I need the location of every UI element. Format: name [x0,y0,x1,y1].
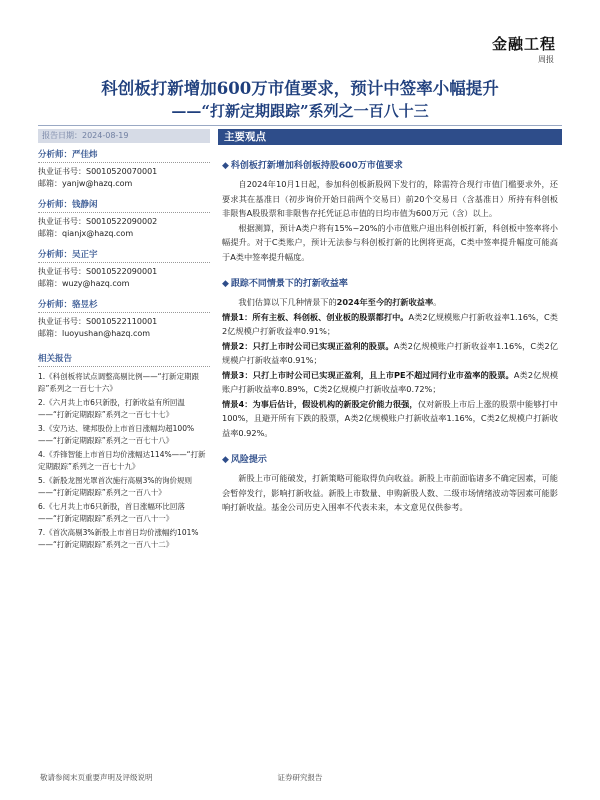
scenario-body: A类2亿规模账户打新收益率0.89%，C类2亿规模户打新收益率0.72%； [222,369,559,394]
bullet-icon: ◆ [222,279,229,289]
bullet-icon: ◆ [222,161,229,171]
scenario-item [222,397,558,441]
paragraph: 自2024年10月1日起，参加科创板新股网下发行的，除需符合现行市值门槛要求外，还要求其在基准日（初步询价开始日前两个交易日）前20个交易日（含基准日）所持有科创板非限售A股股票和非限售存托凭证总市值的日均市值为600万元（含）以上。 [222,179,558,218]
scenario-body: 仅对新股上市后上涨的股票中能够打中100%，且避开所有下跌的股票，A类2亿规模账户打新收益率1.16%，C类2亿规模户打新收益率0.92%。 [222,398,558,438]
footer-label: 证券研究报告 [277,773,323,782]
report-subtitle: ——“打新定期跟踪”系列之一百八十三 [171,102,429,120]
paragraph: 根据测算，预计A类户将有15%~20%的小市值账户退出科创板打新，科创板中签率将小幅提升。对于C类账户，预计无法参与科创板打新的比例将更高，C类中签率提升幅度可能高于A类中签率提升幅度。 [222,222,558,262]
scenario-item [222,339,558,368]
scenario-body: A类2亿规模账户打新收益率1.16%，C类2亿规模户打新收益率0.91%； [222,340,558,365]
related-report-item[interactable]: 2.《六月共上市6只新股，打新收益有所回温——“打新定期跟踪”系列之一百七十七》 [38,398,185,419]
subsection-heading [222,276,558,289]
subsection-heading [222,452,558,465]
analyst-name: 分析师：钱静闲 [38,198,210,213]
related-report-item[interactable]: 4.《乔锋智能上市首日均价涨幅达114%——“打新定期跟踪”系列之一百七十九》 [38,450,206,471]
footer-disclaimer: 敬请参阅末页重要声明及评级说明 [40,773,153,782]
report-date: 报告日期：2024-08-19 [38,129,210,143]
analyst-name: 分析师：严佳炜 [38,148,210,163]
analyst-cert: 执业证书号：S0010520070001 [38,167,158,176]
brand-title: 金融工程 [491,35,556,53]
scenario-head: 情景1：所有主板、科创板、创业板的股票都打中。 [222,311,409,322]
subsection-title: 跟踪不同情景下的打新收益率 [230,279,348,289]
scenario-item [222,368,558,397]
related-report-item[interactable]: 5.《新股龙图光罩首次施行高剔3%的询价规则——“打新定期跟踪”系列之一百八十》 [38,476,193,497]
intro-emphasis: 2024年至今的打新收益率 [336,297,434,307]
related-report-item[interactable]: 3.《安乃达、键邦股份上市首日涨幅均超100%——“打新定期跟踪”系列之一百七十八》 [38,424,195,445]
paragraph [222,295,558,310]
analyst-cert: 执业证书号：S0010522090002 [38,217,158,226]
related-reports-list [38,371,210,550]
report-title: 科创板打新增加600万市值要求，预计中签率小幅提升 [101,79,499,98]
section-title: 主要观点 [218,129,562,145]
subsection-title: 科创板打新增加科创板持股600万市值要求 [230,161,403,171]
report-type: 周报 [538,55,554,64]
analyst-card [38,198,210,240]
intro-text: 我们估算以下几种情景下的 [238,297,337,307]
analyst-email[interactable]: 邮箱：qianjx@hazq.com [38,229,134,238]
scenario-head: 情景2：只打上市时公司已实现正盈利的股票。 [222,340,394,351]
related-report-item[interactable]: 6.《七月共上市6只新股，首日涨幅环比回落——“打新定期跟踪”系列之一百八十一》 [38,502,185,523]
analyst-card [38,148,210,190]
analyst-email[interactable]: 邮箱：wuzy@hazq.com [38,279,130,288]
analyst-name: 分析师：骆昱杉 [38,298,210,313]
related-reports-title: 相关报告 [38,352,210,367]
subsection-heading [222,158,558,171]
scenario-body: A类2亿规模账户打新收益率1.16%，C类2亿规模户打新收益率0.91%； [222,311,558,336]
scenario-head: 情景4：为事后估计，假设机构的新股定价能力很强， [222,398,418,409]
scenario-head: 情景3：只打上市时公司已实现正盈利，且上市PE不超过同行业市盈率的股票。 [222,369,514,380]
intro-end: 。 [433,297,442,307]
subsection-title: 风险提示 [230,455,267,465]
analyst-cert: 执业证书号：S0010522090001 [38,267,158,276]
analyst-cert: 执业证书号：S0010522110001 [38,317,158,326]
bullet-icon: ◆ [222,455,229,465]
related-report-item[interactable]: 1.《科创板将试点调整高剔比例——“打新定期跟踪”系列之一百七十六》 [38,372,200,393]
analyst-card [38,248,210,290]
analyst-card [38,298,210,340]
sidebar [38,148,210,553]
main-content [222,152,558,515]
scenario-item [222,310,558,339]
related-report-item[interactable]: 7.《首次高剔3%新股上市首日均价涨幅约101%——“打新定期跟踪”系列之一百八十二》 [38,528,199,549]
analyst-name: 分析师：吴正宇 [38,248,210,263]
title-divider [38,125,562,126]
analyst-email[interactable]: 邮箱：luoyushan@hazq.com [38,329,151,338]
paragraph: 新股上市可能破发，打新策略可能取得负向收益。新股上市前面临诸多不确定因素，可能会暂停发行，影响打新收益。新股上市数量、申购新股人数、二级市场情绪波动等因素可能影响打新收益。基金公司历史入围率不代表未来，本文意见仅供参考。 [222,473,558,512]
analyst-email[interactable]: 邮箱：yanjw@hazq.com [38,179,133,188]
